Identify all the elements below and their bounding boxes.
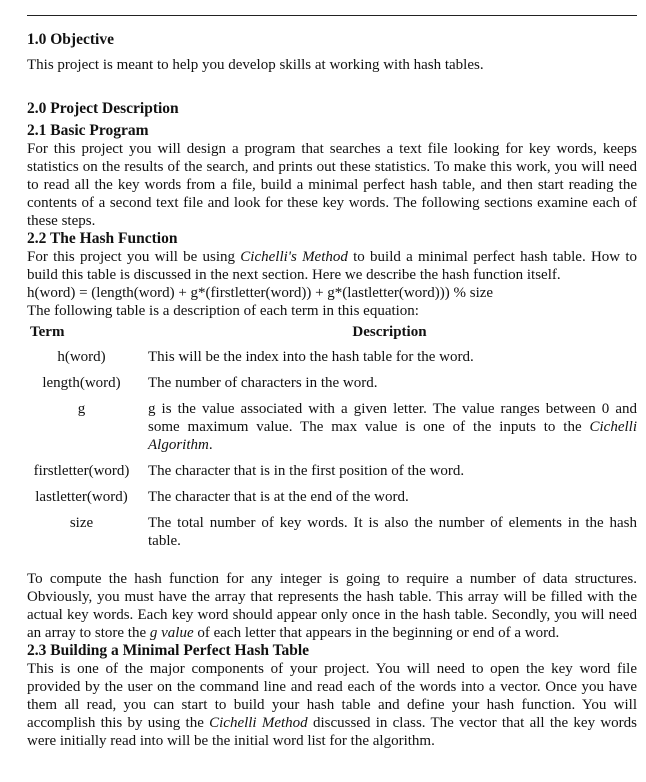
table-row bbox=[25, 458, 637, 484]
term-cell: lastletter(word) bbox=[35, 489, 128, 505]
table-row bbox=[25, 396, 637, 458]
building-text bbox=[27, 660, 637, 750]
document-page bbox=[27, 31, 637, 750]
cichelli-algorithm-emphasis: Cichelli Algorithm bbox=[148, 419, 637, 453]
column-header-description: Description bbox=[352, 324, 427, 340]
table-intro: The following table is a description of each term in this equation: bbox=[27, 303, 419, 319]
description-cell: This will be the index into the hash table for the word. bbox=[148, 349, 474, 365]
compute-text bbox=[27, 570, 637, 642]
compute-text-part-a: To compute the hash function for any integer is going to require a number of data structures. Obviously, you must have the array that represents the hash table. This array will be filled with the actual key words. Each key word should appear only once in the hash table. Secondly, you will need an array to store the bbox=[27, 571, 637, 641]
building-text-part-a: This is one of the major components of your project. You will need to open the key word file provided by the user on the command line and read each of the words into a vector. Once you have them all read, you can start to build your hash table and define your hash function. You will accomplish this by using the bbox=[27, 661, 637, 731]
table-row bbox=[25, 510, 637, 554]
hash-function-text bbox=[27, 248, 637, 284]
terms-table bbox=[25, 320, 637, 554]
building-heading: 2.3 Building a Minimal Perfect Hash Table bbox=[27, 642, 310, 659]
cichellis-method-emphasis: Cichelli's Method bbox=[240, 249, 348, 265]
compute-text-part-b: of each letter that appears in the beginning or end of a word. bbox=[193, 625, 560, 641]
objective-heading: 1.0 Objective bbox=[27, 31, 114, 48]
description-cell: The number of characters in the word. bbox=[148, 375, 378, 391]
building-text-part-b: discussed in class. The vector that all the key words were initially read into will be the initial word list for the algorithm. bbox=[27, 715, 637, 749]
objective-text: This project is meant to help you develop skills at working with hash tables. bbox=[27, 57, 484, 73]
terms-table-header bbox=[25, 320, 637, 344]
table-row bbox=[25, 484, 637, 510]
term-cell: firstletter(word) bbox=[33, 463, 130, 479]
basic-program-heading: 2.1 Basic Program bbox=[27, 122, 149, 139]
description-cell: The character that is in the first position of the word. bbox=[148, 463, 465, 479]
cichelli-method-emphasis: Cichelli Method bbox=[209, 715, 308, 731]
term-cell: g bbox=[77, 401, 86, 417]
g-description-text: g is the value associated with a given letter. The value ranges between 0 and some maximum value. The max value is one of the inputs to the bbox=[148, 401, 637, 435]
hash-text-part-b: to build a minimal perfect hash table. How to build this table is discussed in the next section. Here we describe the hash function itself. bbox=[27, 249, 638, 283]
table-row bbox=[25, 344, 637, 370]
term-cell: length(word) bbox=[42, 375, 121, 391]
g-description-end: . bbox=[208, 437, 213, 453]
top-rule bbox=[27, 15, 637, 16]
description-cell bbox=[142, 396, 637, 458]
term-cell: size bbox=[69, 515, 94, 531]
table-row bbox=[25, 370, 637, 396]
term-cell: h(word) bbox=[57, 349, 106, 365]
project-description-heading: 2.0 Project Description bbox=[27, 100, 179, 117]
hash-function-heading: 2.2 The Hash Function bbox=[27, 230, 178, 247]
g-value-emphasis: g value bbox=[149, 625, 194, 641]
basic-program-text: For this project you will design a program that searches a text file looking for key words, keeps statistics on the results of the search, and prints out these statistics. To make this work, you will need to read all the key words from a file, build a minimal perfect hash table, and then start reading the contents of a second text file and look for these key words. The following sections examine each of these steps. bbox=[27, 141, 637, 229]
column-header-term: Term bbox=[30, 324, 65, 340]
description-cell: The total number of key words. It is also the number of elements in the hash table. bbox=[148, 515, 637, 549]
hash-formula: h(word) = (length(word) + g*(firstletter(word)) + g*(lastletter(word))) % size bbox=[27, 285, 494, 301]
hash-text-part-a: For this project you will be using bbox=[27, 249, 241, 265]
description-cell: The character that is at the end of the word. bbox=[148, 489, 409, 505]
